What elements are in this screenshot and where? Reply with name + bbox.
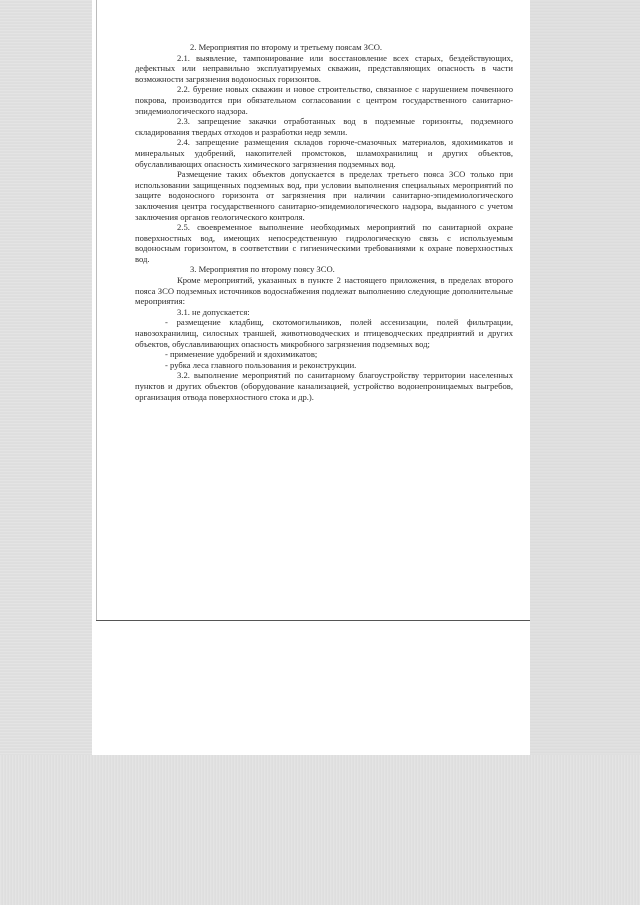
paragraph-2-4-continued: Размещение таких объектов допускается в пределах третьего пояса ЗСО только при использовании защищенных подземных вод, при условии выполнения специальных мероприятий по защите водоносного горизонта от загрязнения при наличии санитарно-эпидемиологического заключения центра государственного санитарно-эпидемиологического надзора, выданного с учетом заключения органов геологического контроля. <box>135 169 513 222</box>
document-body <box>135 42 513 402</box>
paragraph-3-intro: Кроме мероприятий, указанных в пункте 2 настоящего приложения, в пределах второго пояса ЗСО подземных источников водоснабжения подлежат выполнению следующие дополнительные мероприятия: <box>135 275 513 307</box>
paragraph-3-2: 3.2. выполнение мероприятий по санитарному благоустройству территории населенных пунктов и других объектов (оборудование канализацией, устройство водонепроницаемых выгребов, организация отвода поверхностного стока и др.). <box>135 370 513 402</box>
scan-edge-bottom <box>0 755 640 905</box>
paragraph-2-1: 2.1. выявление, тампонирование или восстановление всех старых, бездействующих, дефектных или неправильно эксплуатируемых скважин, представляющих опасность в части возможности загрязнения водоносных горизонтов. <box>135 52 513 84</box>
scan-border-left <box>96 0 97 620</box>
paragraph-2-4: 2.4. запрещение размещения складов горюче-смазочных материалов, ядохимикатов и минеральных удобрений, накопителей промстоков, шламохранилищ и других объектов, обуславливающих опасность химического загрязнения подземных вод. <box>135 137 513 169</box>
list-item-logging: - рубка леса главного пользования и реконструкции. <box>165 359 357 370</box>
paragraph-2-2: 2.2. бурение новых скважин и новое строительство, связанное с нарушением почвенного покрова, производится при обязательном согласовании с центром государственного санитарно-эпидемиологического надзора. <box>135 84 513 116</box>
paragraph-2-3: 2.3. запрещение закачки отработанных вод в подземные горизонты, подземного складирования твердых отходов и разработки недр земли. <box>135 116 513 137</box>
paragraph-2-5: 2.5. своевременное выполнение необходимых мероприятий по санитарной охране поверхностных вод, имеющих непосредственную гидрологическую связь с используемым водоносным горизонтом, в соответствии с гигиеническими требованиями к охране поверхностных вод. <box>135 222 513 264</box>
scan-border-bottom <box>96 620 530 621</box>
paragraph-3-1: 3.1. не допускается: <box>177 306 250 317</box>
list-item-cemeteries: - размещение кладбищ, скотомогильников, полей ассенизации, полей фильтрации, навозохранилищ, силосных траншей, животноводческих и птицеводческих предприятий и других объектов, обуславливающих опасность микробного загрязнения подземных вод; <box>135 317 513 349</box>
list-item-fertilizers: - применение удобрений и ядохимикатов; <box>165 349 318 360</box>
section-heading-2: 2. Мероприятия по второму и третьему поясам ЗСО. <box>190 42 383 52</box>
section-heading-3: 3. Мероприятия по второму поясу ЗСО. <box>190 264 335 275</box>
